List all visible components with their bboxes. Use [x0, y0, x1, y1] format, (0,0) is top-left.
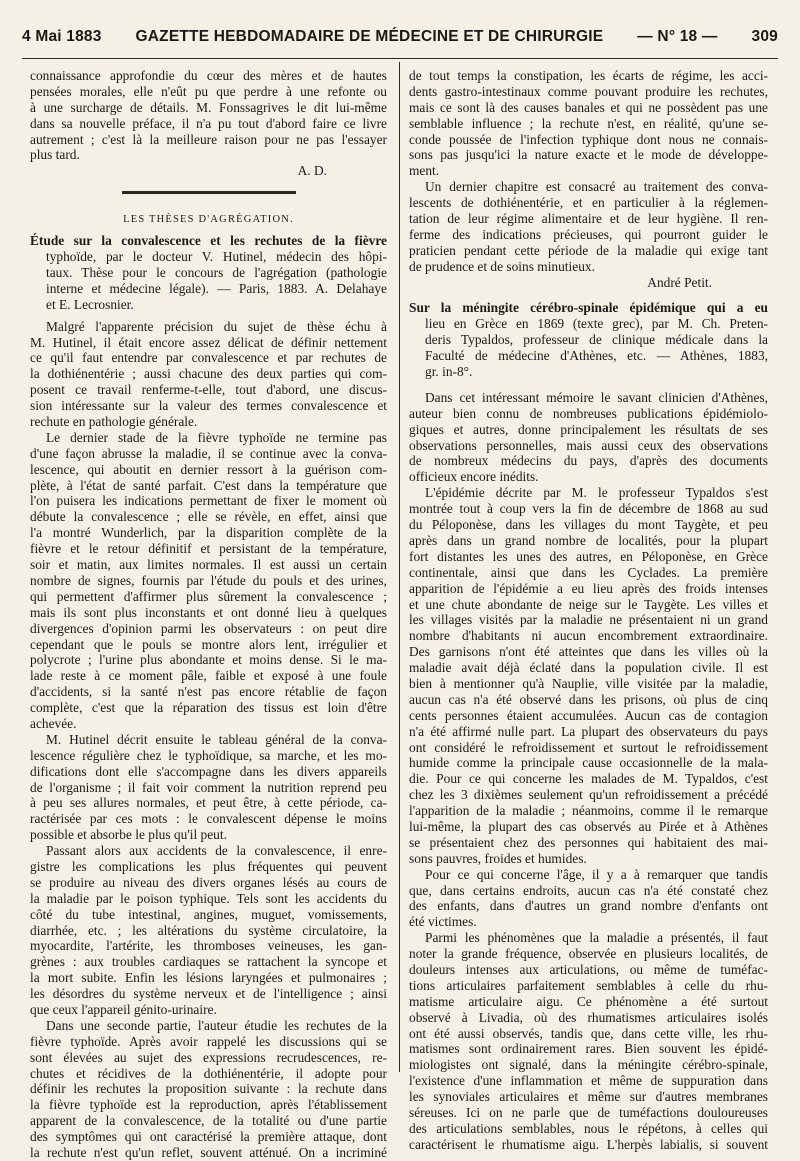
text-line: de tout temps la constipation, les écarts de régime, les acci-	[409, 68, 768, 83]
running-header	[22, 28, 778, 54]
text-line: à une surcharge de détails. M. Fonssagrives le dit lui-même	[30, 99, 387, 115]
text-line: Parmi les phénomènes que la maladie a présentés, il faut	[425, 930, 768, 946]
left-column	[30, 68, 387, 1161]
paragraph-5	[30, 1018, 387, 1161]
right-column	[409, 68, 768, 1153]
text-line: interne et médecine légale). — Paris, 1883. A. Delahaye	[46, 280, 387, 296]
text-line: dents gastro-intestinaux comme pouvant produire les rechutes,	[409, 83, 768, 99]
text-line: Un dernier chapitre est consacré au traitement des conva-	[425, 179, 768, 195]
thesis-reference	[30, 249, 387, 313]
text-line: gistre les complications les plus fréquentes qui peuvent	[30, 858, 387, 874]
text-line: humide comme la principale cause occasionnelle de la mala-	[409, 755, 768, 771]
text-line: ractérisée par ces mots : le convalescent dépense le moins	[30, 811, 387, 827]
header-journal-title: GAZETTE HEBDOMADAIRE DE MÉDECINE ET DE CHIRURGIE	[135, 28, 604, 45]
paragraph-3	[30, 732, 387, 843]
text-line: observé à Livadia, où des rhumatismes articulaires isolés	[409, 1009, 768, 1025]
text-line: d'accidents, si la santé n'est pas encore rétablie de façon	[30, 684, 387, 700]
text-line: Faculté de médecine d'Athènes, etc. — Athènes, 1883,	[425, 348, 768, 364]
text-line: des symptômes qui ont caractérisé la première attaque, dont	[30, 1129, 387, 1145]
text-line: sion intéressante sur la valeur des termes convalescence et	[30, 398, 387, 414]
header-issue: — N° 18 —	[637, 28, 718, 45]
paragraph-r2	[409, 390, 768, 485]
text-line: tions articulaires parfaitement semblables à celle du rhu-	[409, 977, 768, 993]
column-divider	[399, 62, 400, 1072]
paragraph-r4	[409, 867, 768, 931]
text-line: et E. Lecrosnier.	[46, 296, 134, 312]
thesis-reference-title: Étude sur la convalescence et les rechutes de la fièvre	[30, 233, 387, 249]
text-line: chutes et récidives de la dothiénentérie, il adopte pour	[30, 1065, 387, 1081]
text-line: l'a montré Wunderlich, par la disparition complète de la	[30, 525, 387, 541]
text-line: la fièvre typhoïde est la reproduction, après l'établissement	[30, 1097, 387, 1113]
text-line: et une chute abondante de neige sur le Taygète. Les villes et	[409, 596, 768, 612]
text-line: des enfants, dans d'autres un grand nombre d'enfants ont	[409, 898, 768, 914]
text-line: lescence, qui aboutit en dernier ressort à la guérison com-	[30, 461, 387, 477]
paragraph-4	[30, 843, 387, 1018]
text-line: cents personnes étaient accumulées. Aucun cas de contagion	[409, 707, 768, 723]
memoir-reference-title: Sur la méningite cérébro-spinale épidémique qui a eu	[409, 300, 768, 316]
text-line: à peu ses allures normales, et peut être, à cette période, ca-	[30, 795, 387, 811]
text-line: des articulations semblables, nous le répétons, à celles qui	[409, 1120, 768, 1136]
text-line: été victimes.	[409, 914, 477, 930]
text-line: continentale, ainsi que dans les Cyclades. La première	[409, 564, 768, 580]
text-line: difications dont elle s'accompagne dans les divers appareils	[30, 763, 387, 779]
section-divider	[122, 191, 296, 194]
text-line: Pour ce qui concerne l'âge, il y a à remarquer que tandis	[425, 866, 768, 882]
text-line: soir et matin, aux limites normales. Il est aussi un certain	[30, 557, 387, 573]
text-line: gr. in-8°.	[425, 364, 473, 380]
text-line: Des garnisons n'ont été atteintes que dans les villes où la	[409, 644, 768, 660]
text-line: du Péloponèse, dans les villages du mont Taygète, et peu	[409, 517, 768, 533]
text-line: Malgré l'apparente précision du sujet de thèse échu à	[46, 318, 387, 334]
header-date: 4 Mai 1883	[22, 28, 102, 45]
treatment-paragraph	[409, 179, 768, 274]
text-line: nombre de signes, fournis par l'étude du pouls et des urines,	[30, 572, 387, 588]
text-line: fort distantes les unes des autres, en Péloponèse, en Grèce	[409, 548, 768, 564]
text-line: fièvre et le retour définitif et persistant de la température,	[30, 541, 387, 557]
text-line: auteur bien connu de nombreuses publications épidémiolo-	[409, 405, 768, 421]
text-line: nombre d'habitants ni aucun encombrement extraordinaire.	[409, 628, 768, 644]
text-line: que ceux l'appareil génito-urinaire.	[30, 1001, 217, 1017]
signature-ad: A. D.	[297, 163, 327, 179]
text-line: montrée tout à coup vers la fin de décembre de 1868 au sud	[409, 501, 768, 517]
text-line: officieux encore inédits.	[409, 469, 539, 485]
text-line: bien à mentionner qu'à Nauplie, ville visitée par la maladie,	[409, 675, 768, 691]
text-line: Dans une seconde partie, l'auteur étudie les rechutes de la	[46, 1017, 387, 1033]
text-line: mais ils sont plus inconstants et ont donné lieu à quelques	[30, 604, 387, 620]
text-line: connaissance approfondie du cœur des mères et de hautes	[30, 68, 387, 83]
text-line: ont été aussi observés, tandis que, dans cette ville, les rhu-	[409, 1025, 768, 1041]
text-line: fièvre typhoïde. Après avoir rappelé les discussions qui se	[30, 1033, 387, 1049]
text-line: ce qu'il faut entendre par convalescence et par rechutes de	[30, 350, 387, 366]
text-line: d'une façon abrusse la maladie, il se continue avec la conva-	[30, 445, 387, 461]
header-rule	[22, 58, 778, 59]
text-line: plète, à l'état de santé parfait. C'est dans la température que	[30, 477, 387, 493]
text-line: lieu en Grèce en 1869 (texte grec), par M. Ch. Preten-	[425, 316, 768, 332]
text-line: les synoviales articulaires et même sur d'autres membranes	[409, 1089, 768, 1105]
text-line: l'on puisera les indications permettant de fixer le moment où	[30, 493, 387, 509]
text-line: ferme des indications précieuses, qui pourront guider le	[409, 226, 768, 242]
text-line: possible et absorbe le plus qu'il peut.	[30, 827, 227, 843]
text-line: la rechute n'est qu'un reflet, souvent atténué. On a incriminé	[30, 1145, 387, 1160]
text-line: posent ce travail renferme-t-elle, tout d'abord, une discus-	[30, 382, 387, 398]
text-line: caractérisent le rhumatisme aigu. L'herpès labialis, si souvent	[409, 1136, 768, 1152]
text-line: noter la grande fréquence, observée en plusieurs localités, de	[409, 946, 768, 962]
text-line: M. Hutinel décrit ensuite le tableau général de la conva-	[46, 731, 387, 747]
paragraph-r3	[409, 485, 768, 866]
text-line: sont élevées au sujet des expressions recrudescences, re-	[30, 1049, 387, 1065]
text-line: sons pauvres, froides et humides.	[409, 850, 587, 866]
header-page-number: 309	[751, 28, 778, 45]
text-line: aucun cas n'a été observé dans les prisons, où plus de cinq	[409, 691, 768, 707]
text-line: tation de leur régime alimentaire et de leur hygiène. Il ren-	[409, 211, 768, 227]
text-line: la mort subite. Enfin les lésions laryngées et pulmonaires ;	[30, 970, 387, 986]
text-line: rechute en pathologie générale.	[30, 414, 198, 430]
text-line: l'existence d'une inflammation et même de suppuration dans	[409, 1073, 768, 1089]
text-line: Dans cet intéressant mémoire le savant clinicien d'Athènes,	[425, 389, 768, 405]
text-line: chez les 3 dixièmes seulement qu'un refroidissement a précédé	[409, 787, 768, 803]
signature-andre-petit: André Petit.	[647, 274, 712, 290]
text-line: pensées morales, elle n'eût pu que perdre à une refonte ou	[30, 83, 387, 99]
text-line: côté du tube intestinal, angines, muguet, vomissements,	[30, 906, 387, 922]
text-line: de nombreux médecins du pays, d'après des documents	[409, 453, 768, 469]
text-line: de l'organisme ; il fait voir comment la nutrition reprend peu	[30, 779, 387, 795]
continuation-paragraph	[409, 68, 768, 179]
text-line: douleurs intenses aux articulations, ou même de tuméfac-	[409, 961, 768, 977]
intro-paragraph	[30, 68, 387, 163]
text-line: séreuses. Ici on ne parle que de tuméfactions douloureuses	[409, 1105, 768, 1120]
text-line: Le dernier stade de la fièvre typhoïde ne termine pas	[46, 429, 387, 445]
text-line: grènes : aux troubles cardiaques se rattachent la syncope et	[30, 954, 387, 970]
text-line: complète, c'est que la réparation des tissus est loin d'être	[30, 700, 387, 716]
text-line: deris Typaldos, professeur de clinique médicale dans la	[425, 332, 768, 348]
text-line: la maladie par le poison typhique. Tels sont les accidents du	[30, 890, 387, 906]
text-line: polycrote ; l'urine plus abondante et moins dense. Si le ma-	[30, 652, 387, 668]
text-line: maladie avait déjà éclaté dans la population civile. Il est	[409, 660, 768, 676]
text-line: qui permettent d'affirmer plus sûrement la convalescence ;	[30, 588, 387, 604]
paragraph-1	[30, 319, 387, 430]
text-line: de prudence et de soins minutieux.	[409, 258, 595, 274]
paragraph-r5	[409, 930, 768, 1152]
text-line: L'épidémie décrite par M. le professeur Typaldos s'est	[425, 485, 768, 501]
text-line: achevée.	[30, 715, 77, 731]
text-line: divergences d'opinion parmi les observateurs : on peut dire	[30, 620, 387, 636]
text-line: apparent de la convalescence, de la totalité ou d'une partie	[30, 1113, 387, 1129]
memoir-reference	[409, 316, 768, 380]
text-line: Passant alors aux accidents de la convalescence, il enre-	[46, 843, 387, 859]
text-line: lade reste à ce moment pâle, faible et exposé à une foule	[30, 668, 387, 684]
text-line: M. Hutinel, il était encore assez délicat de définir nettement	[30, 334, 387, 350]
text-line: miologistes ont signalé, dans la méningite cérébro-spinale,	[409, 1057, 768, 1073]
text-line: cependant que le pouls se montre alors lent, irrégulier et	[30, 636, 387, 652]
text-line: lescence régulière chez le typhoïdique, sa marche, et les mo-	[30, 747, 387, 763]
text-line: conde poussée de l'infection typhique dont nous ne connais-	[409, 131, 768, 147]
text-line: observations personnelles, mais aussi ceux des observations	[409, 437, 768, 453]
text-line: ment.	[409, 163, 440, 179]
text-line: myocardite, l'artérite, les thromboses veineuses, les gan-	[30, 938, 387, 954]
text-line: les villages visités par la maladie ne présentaient ni un grand	[409, 612, 768, 628]
text-line: apparition de l'épidémie a eu lieu après des froids intenses	[409, 580, 768, 596]
text-line: se présentaient chez des personnes qui habitaient des mai-	[409, 834, 768, 850]
section-title: LES THÈSES D'AGRÉGATION.	[123, 214, 294, 226]
text-line: matismes sont ordinairement rares. Bien souvent les épidé-	[409, 1041, 768, 1057]
text-line: définir les rechutes la proposition suivante : la rechute dans	[30, 1081, 387, 1097]
text-line: lescents de dothiénentérie, et en particulier à la réglemen-	[409, 195, 768, 211]
text-line: les désordres du système nerveux et de l'intelligence ; ainsi	[30, 986, 387, 1002]
text-line: semblable influence ; la rechute n'est, en réalité, qu'une se-	[409, 115, 768, 131]
text-line: dans sa nouvelle préface, il n'a pu tout d'abord faire ce livre	[30, 115, 387, 131]
text-line: l'apparition de la maladie ; néanmoins, comme il le remarque	[409, 803, 768, 819]
text-line: typhoïde, par le docteur V. Hutinel, médecin des hôpi-	[46, 249, 387, 265]
text-line: die. Pour ce qui concerne les malades de M. Typaldos, c'est	[409, 771, 768, 787]
paragraph-2	[30, 430, 387, 732]
text-line: plus tard.	[30, 147, 80, 163]
text-line: sons pas jusqu'ici la nature exacte et le mode de développe-	[409, 147, 768, 163]
text-line: taux. Thèse pour le concours de l'agrégation (pathologie	[46, 265, 387, 281]
text-line: ont considéré le refroidissement et surtout le refroidissement	[409, 739, 768, 755]
text-line: giques et autres, donne principalement les résultats de ses	[409, 421, 768, 437]
text-line: n'a été affirmé nulle part. La plupart des observateurs du pays	[409, 723, 768, 739]
text-line: lui-même, la plupart des cas observés au Pirée et à Athènes	[409, 818, 768, 834]
text-line: débute la convalescence ; elle se révèle, en effet, ainsi que	[30, 509, 387, 525]
text-line: mais ce sont là des causes banales et qui ne possèdent pas une	[409, 99, 768, 115]
text-line: la dothiénentérie ; aussi chacune des deux parties qui com-	[30, 366, 387, 382]
text-line: diarrhée, etc. ; les altérations du système circulatoire, la	[30, 922, 387, 938]
text-line: se produire au niveau des divers organes lésés au cours de	[30, 874, 387, 890]
text-line: autrement ; c'est là la meilleure raison pour ne pas l'essayer	[30, 131, 387, 147]
text-line: matisme articulaire aigu. Ce phénomène a été surtout	[409, 993, 768, 1009]
text-line: praticien pendant cette période de la maladie qui exige tant	[409, 242, 768, 258]
text-line: après dans un grand nombre de localités, pour la plupart	[409, 532, 768, 548]
text-line: que, dans certains endroits, aucun cas n'a été constaté chez	[409, 882, 768, 898]
